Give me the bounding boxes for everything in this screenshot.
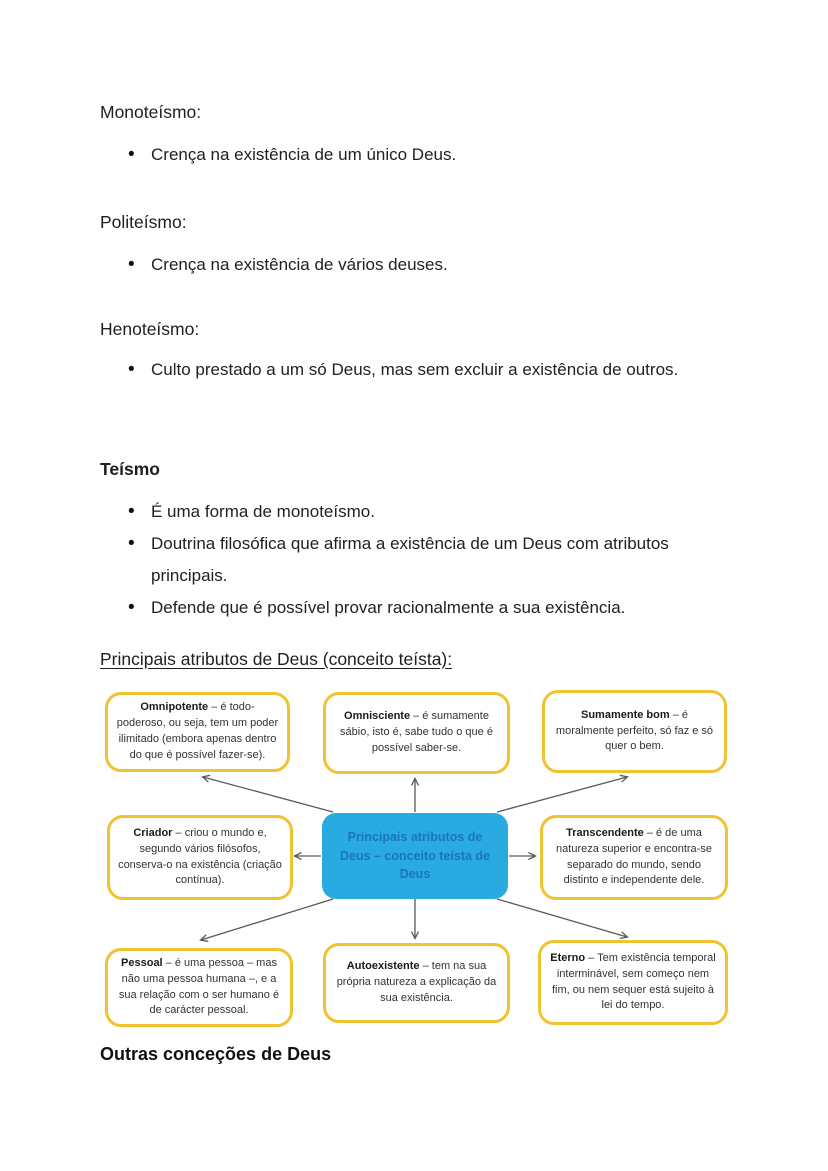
diagram-heading: Principais atributos de Deus (conceito teísta): — [100, 649, 453, 669]
heading-politeismo: Politeísmo: — [100, 212, 187, 232]
heading-teismo: Teísmo — [100, 459, 160, 479]
diagram-node-autoexistente — [323, 943, 510, 1023]
bullet-item: • É uma forma de monoteísmo. — [128, 496, 696, 528]
diagram-node-transcendente — [540, 815, 728, 900]
node-text: – criou o mundo e, segundo vários filósofos, conserva-o na existência (criação contínua). — [118, 826, 282, 887]
bullet-item: • Crença na existência de vários deuses. — [128, 249, 696, 281]
node-text: – tem na sua própria natureza a explicação da sua existência. — [336, 960, 497, 1004]
node-text: – é todo-poderoso, ou seja, tem um poder ilimitado (embora apenas dentro do que é possível fazer-se). — [116, 701, 279, 761]
heading-outras-concecoes: Outras conceções de Deus — [100, 1044, 332, 1064]
node-text: – é de uma natureza superior e encontra-se separado do mundo, sendo distinto e independente dele. — [556, 826, 712, 887]
bullet-item: • Defende que é possível provar racionalmente a sua existência. — [128, 592, 696, 624]
bullet-item: • Crença na existência de um único Deus. — [128, 139, 696, 171]
bullet-item: • Doutrina filosófica que afirma a existência de um Deus com atributos principais. — [128, 528, 696, 592]
node-lead: Omnisciente — [344, 710, 411, 723]
node-lead: Transcendente — [566, 826, 644, 839]
node-lead: Autoexistente — [346, 960, 420, 973]
diagram-node-sumamente-bom — [542, 690, 727, 773]
node-lead: Omnipotente — [140, 701, 209, 714]
politeismo-bullet-list — [128, 249, 696, 281]
diagram-node-criador — [107, 815, 293, 900]
diagram-node-eterno — [538, 940, 728, 1025]
node-text: – Tem existência temporal interminável, sem começo nem fim, ou nem sequer está sujeito à lei do tempo. — [551, 951, 716, 1012]
node-lead: Pessoal — [121, 956, 163, 969]
diagram-node-pessoal — [105, 948, 293, 1027]
node-text: – é uma pessoa – mas não uma pessoa humana –, e a sua relação com o ser humano é de carácter pessoal. — [118, 956, 280, 1017]
node-text: – é moralmente perfeito, só faz e só quer o bem. — [555, 708, 714, 753]
center-node-text: Principais atributos de Deus – conceito teísta de Deus — [339, 829, 491, 882]
bullet-item: • Culto prestado a um só Deus, mas sem excluir a existência de outros. — [128, 354, 696, 386]
diagram-node-omnisciente — [323, 692, 510, 774]
attributes-diagram — [95, 683, 740, 1035]
henoteismo-bullet-list — [128, 354, 696, 386]
heading-henoteismo: Henoteísmo: — [100, 319, 200, 339]
node-lead: Sumamente bom — [581, 708, 670, 721]
diagram-node-omnipotente — [105, 692, 290, 772]
diagram-center-node — [322, 813, 508, 899]
monoteismo-bullet-list — [128, 139, 696, 171]
node-lead: Eterno — [550, 951, 586, 964]
teismo-bullet-list — [128, 496, 696, 624]
node-text: – é sumamente sábio, isto é, sabe tudo o que é possível saber-se. — [340, 710, 493, 754]
node-lead: Criador — [133, 826, 173, 839]
heading-monoteismo: Monoteísmo: — [100, 102, 202, 122]
